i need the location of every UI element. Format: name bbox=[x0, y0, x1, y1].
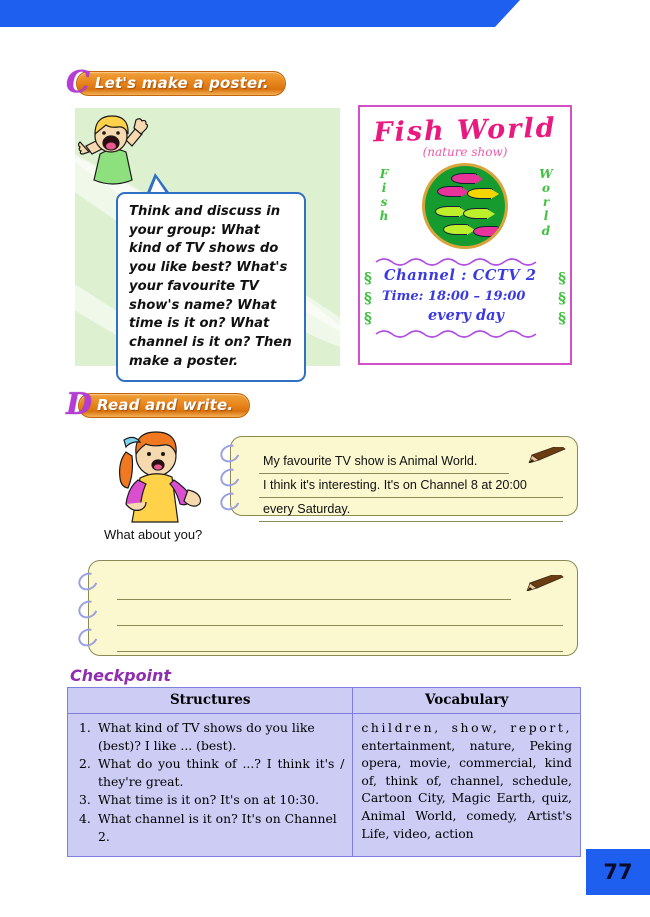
poster-wave-top bbox=[374, 256, 556, 266]
girl-talking-illustration bbox=[112, 428, 210, 524]
checkpoint-title: Checkpoint bbox=[70, 666, 172, 685]
blank-write-line[interactable] bbox=[117, 626, 563, 652]
list-item: What kind of TV shows do you like (best)? I like ... (best). bbox=[98, 720, 315, 753]
list-item: What do you think of ...? I think it's / they're great. bbox=[98, 756, 345, 789]
section-c-title: Let's make a poster. bbox=[94, 74, 269, 92]
section-d-header bbox=[62, 387, 250, 422]
example-notepad bbox=[230, 436, 578, 516]
note-line: I think it's interesting. It's on Channel 8 at 20:00 bbox=[259, 474, 563, 498]
structures-list bbox=[76, 719, 344, 845]
poster-details: § § § § § § Channel : CCTV 2 Time: 18:00 – 19:00 every day bbox=[364, 267, 566, 327]
speech-bubble-text: Think and discuss in your group: What kind of TV shows do you like best? What's your favourite TV show's name? What time is it on? What channel is it on? Then make a poster. bbox=[129, 204, 292, 369]
section-letter-d: D bbox=[66, 387, 93, 422]
example-note-lines bbox=[259, 450, 563, 522]
section-d-title: Read and write. bbox=[97, 396, 234, 414]
page-number-badge bbox=[586, 849, 650, 895]
table-header-row bbox=[68, 688, 581, 714]
speech-bubble bbox=[116, 192, 306, 382]
vocabulary-list bbox=[361, 719, 572, 842]
pencil-icon bbox=[527, 447, 569, 463]
section-c-header bbox=[62, 65, 286, 100]
section-c-title-pill bbox=[76, 71, 286, 96]
poster-wave-bottom bbox=[374, 328, 556, 338]
poster-time-line: Time: 18:00 – 19:00 bbox=[382, 289, 526, 304]
column-header-vocabulary: Vocabulary bbox=[353, 688, 581, 714]
poster-subtitle: (nature show) bbox=[422, 145, 508, 159]
poster-title: Fish World bbox=[373, 112, 557, 149]
poster-frequency-line: every day bbox=[428, 307, 504, 324]
blank-write-line[interactable] bbox=[117, 600, 563, 626]
structures-cell bbox=[68, 714, 353, 857]
top-banner bbox=[0, 0, 520, 27]
poster-side-word-left: F i s h bbox=[379, 167, 389, 224]
poster-side-word-right: W o r l d bbox=[539, 167, 553, 238]
list-item: What time is it on? It's on at 10:30. bbox=[98, 792, 320, 808]
section-d-title-pill bbox=[78, 393, 250, 418]
section-letter-c: C bbox=[66, 65, 90, 100]
pencil-icon bbox=[525, 575, 567, 591]
page-number: 77 bbox=[603, 860, 633, 884]
answer-note-lines bbox=[117, 574, 563, 652]
girl-cheering-illustration bbox=[78, 112, 148, 190]
note-line: every Saturday. bbox=[259, 498, 563, 522]
poster-channel-line: Channel : CCTV 2 bbox=[384, 267, 537, 284]
blank-write-line[interactable] bbox=[117, 574, 511, 600]
checkpoint-table bbox=[67, 687, 581, 857]
vocabulary-rest: entertainment, nature, Peking opera, movie, commercial, kind of, think of, channel, schedule, Cartoon City, Magic Earth, quiz, Animal World, comedy, Artist's Life, video, action bbox=[361, 737, 572, 841]
table-row bbox=[68, 714, 581, 857]
list-item: What channel is it on? It's on Channel 2. bbox=[98, 811, 337, 844]
poster-artwork-area bbox=[360, 163, 570, 255]
vocabulary-lead: children, show, report, bbox=[361, 720, 572, 735]
fish-drawing bbox=[422, 163, 508, 249]
answer-notepad[interactable] bbox=[88, 560, 578, 656]
note-line: My favourite TV show is Animal World. bbox=[259, 450, 509, 474]
column-header-structures: Structures bbox=[68, 688, 353, 714]
student-poster bbox=[358, 105, 572, 365]
what-about-you-prompt: What about you? bbox=[104, 527, 203, 542]
vocabulary-cell bbox=[353, 714, 581, 857]
